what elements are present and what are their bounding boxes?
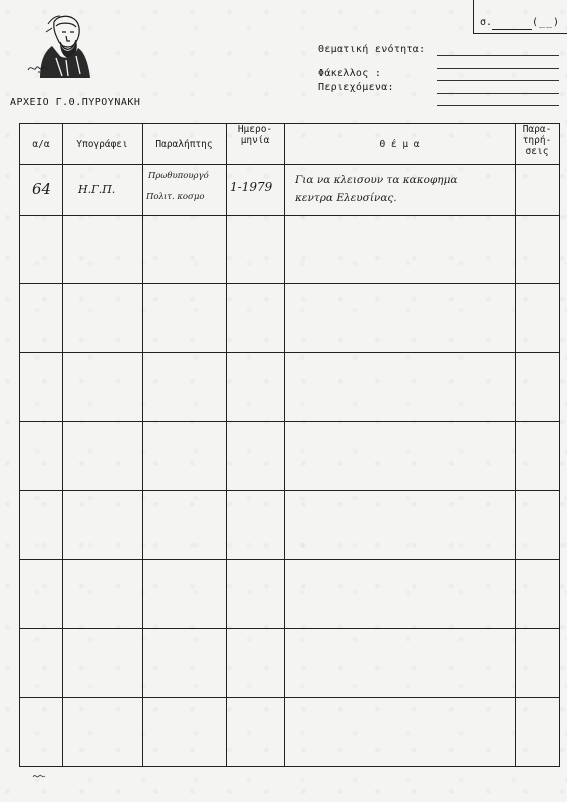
entry-date: 1-1979 xyxy=(230,180,273,194)
portrait-logo xyxy=(26,12,96,80)
row-divider xyxy=(20,283,559,284)
header-notes-line2: τηρή- xyxy=(522,135,552,146)
page-number-blank xyxy=(492,29,532,30)
header-notes-line1: Παρα- xyxy=(522,124,552,135)
archive-name: ΑΡΧΕΙΟ Γ.Θ.ΠΥΡΟΥΝΑΚΗ xyxy=(10,97,141,108)
folder-blank xyxy=(437,80,559,81)
header-subject: Θ έ μ α xyxy=(379,139,420,150)
row-divider xyxy=(20,490,559,491)
subject-area-blank xyxy=(437,55,559,56)
column-divider xyxy=(284,124,285,766)
footer-mark xyxy=(32,770,48,780)
entry-signatory: Η.Γ.Π. xyxy=(78,183,116,196)
entry-recipient-line2: Πολιτ. κοσμο xyxy=(146,192,205,202)
contents-blank xyxy=(437,93,559,94)
header-serial: α/α xyxy=(32,139,50,150)
page-number-label: σ. xyxy=(480,17,493,28)
page-subnumber-label: (__) xyxy=(532,17,561,28)
subject-area-blank-2 xyxy=(437,68,559,69)
entry-recipient-line1: Πρωθυπουργό xyxy=(148,171,209,181)
row-divider xyxy=(20,352,559,353)
row-divider xyxy=(20,697,559,698)
header-signatory: Υπογράφει xyxy=(76,139,128,150)
column-divider xyxy=(226,124,227,766)
folder-label: Φάκελλος : xyxy=(318,68,382,79)
contents-blank-2 xyxy=(437,105,559,106)
header-notes-line3: σεις xyxy=(525,146,549,157)
subject-area-label: Θεματική ενότητα: xyxy=(318,44,426,55)
entry-subject-line2: κεντρα Ελευσίνας. xyxy=(295,192,397,204)
contents-label: Περιεχόμενα: xyxy=(318,82,394,93)
column-divider xyxy=(515,124,516,766)
row-divider xyxy=(20,559,559,560)
row-divider xyxy=(20,421,559,422)
header-recipient: Παραλήπτης xyxy=(155,139,213,150)
row-divider xyxy=(20,164,559,165)
row-divider xyxy=(20,215,559,216)
entry-serial: 64 xyxy=(32,180,52,198)
register-table xyxy=(19,123,560,767)
entry-subject-line1: Για να κλεισουν τα κακοφημα xyxy=(295,174,458,186)
column-divider xyxy=(62,124,63,766)
column-divider xyxy=(142,124,143,766)
header-date-line2: μηνία xyxy=(240,135,270,146)
header-date-line1: Ημερο- xyxy=(237,124,273,135)
row-divider xyxy=(20,628,559,629)
